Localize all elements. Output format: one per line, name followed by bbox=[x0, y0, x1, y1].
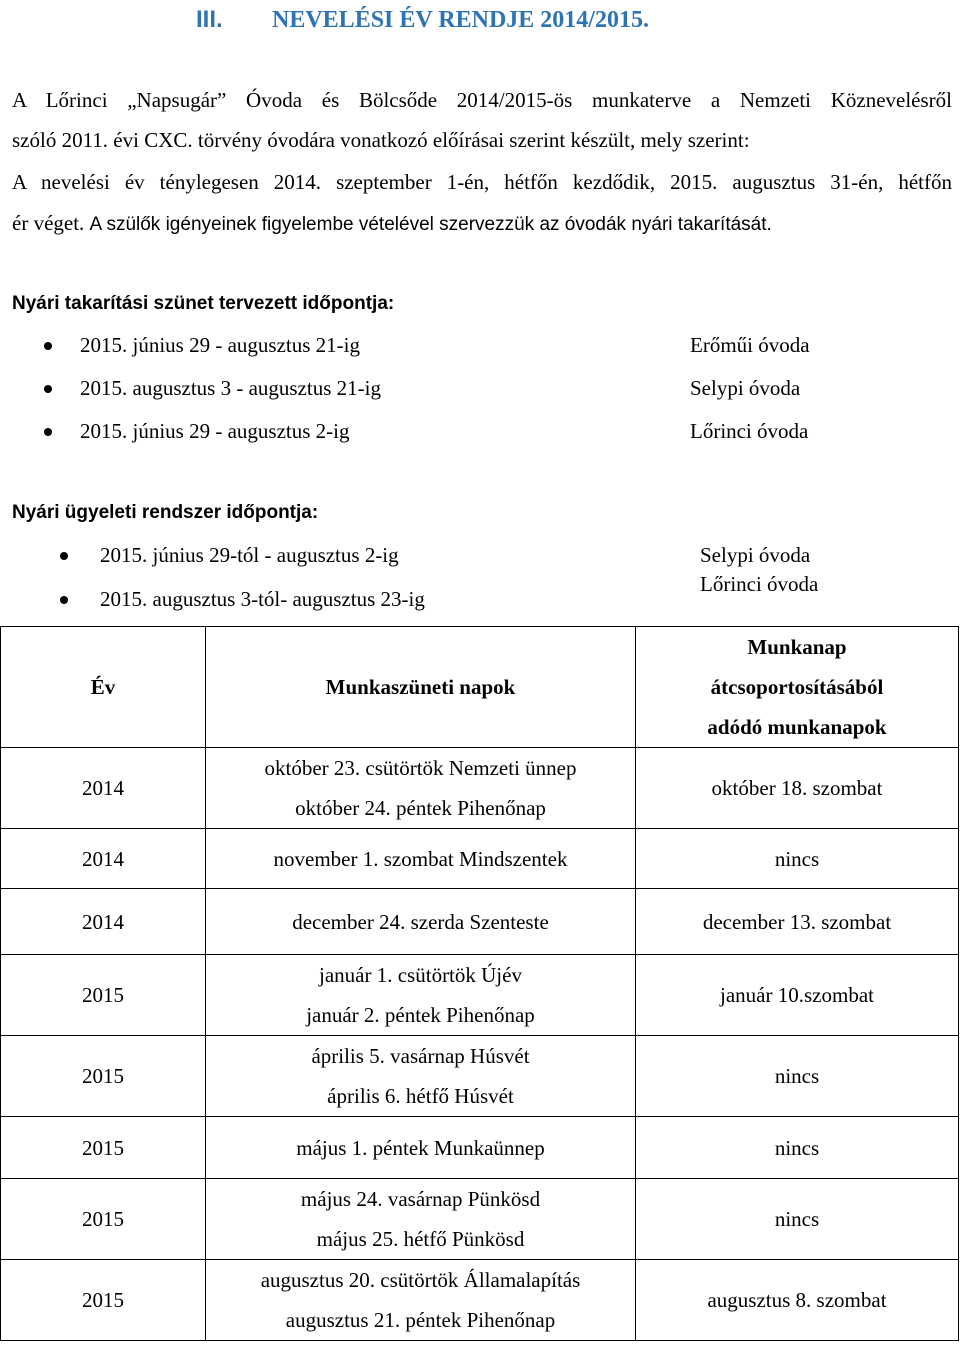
bullet-icon bbox=[44, 342, 52, 350]
header-workdays-line-2: átcsoportosításából bbox=[710, 675, 884, 699]
section-heading bbox=[196, 6, 649, 34]
intro-line-4-end: A szülők igényeinek figyelembe vételével szervezzük az óvodák nyári takarítását. bbox=[89, 214, 772, 235]
cleaning-place-1: Erőműi óvoda bbox=[690, 333, 810, 357]
table-row bbox=[1, 955, 959, 1036]
year-cell: 2015 bbox=[1, 1179, 206, 1260]
table-row bbox=[1, 1117, 959, 1179]
holiday-line: október 24. péntek Pihenőnap bbox=[295, 796, 546, 820]
table-row bbox=[1, 1036, 959, 1117]
workday-cell: nincs bbox=[636, 829, 959, 889]
table-row bbox=[1, 1260, 959, 1341]
holiday-line: december 24. szerda Szenteste bbox=[292, 909, 549, 934]
table-row bbox=[1, 1179, 959, 1260]
cleaning-place-3: Lőrinci óvoda bbox=[690, 419, 809, 443]
duty-period-2: 2015. augusztus 3-tól- augusztus 23-ig bbox=[100, 587, 425, 611]
table-row bbox=[1, 889, 959, 955]
workday-cell: nincs bbox=[636, 1036, 959, 1117]
workday-cell: október 18. szombat bbox=[636, 748, 959, 829]
holiday-cell bbox=[206, 955, 636, 1036]
holiday-line: január 2. péntek Pihenőnap bbox=[306, 1003, 535, 1027]
holidays-table bbox=[0, 626, 959, 1341]
cleaning-title: Nyári takarítási szünet tervezett időpontja: bbox=[12, 293, 395, 314]
year-cell: 2015 bbox=[1, 1036, 206, 1117]
header-workdays-line-3: adódó munkanapok bbox=[707, 715, 887, 739]
year-cell: 2014 bbox=[1, 748, 206, 829]
holiday-line: április 5. vasárnap Húsvét bbox=[311, 1044, 530, 1068]
holiday-line: augusztus 21. péntek Pihenőnap bbox=[285, 1308, 556, 1332]
holiday-line: május 25. hétfő Pünkösd bbox=[316, 1227, 525, 1251]
table-row bbox=[1, 829, 959, 889]
year-cell: 2015 bbox=[1, 1260, 206, 1341]
duty-place-2: Lőrinci óvoda bbox=[700, 572, 819, 596]
duty-place-1: Selypi óvoda bbox=[700, 543, 811, 567]
holiday-cell bbox=[206, 829, 636, 889]
year-cell: 2015 bbox=[1, 1117, 206, 1179]
duty-period-1: 2015. június 29-tól - augusztus 2-ig bbox=[100, 543, 399, 567]
holiday-cell bbox=[206, 1036, 636, 1117]
header-holidays: Munkaszüneti napok bbox=[206, 627, 636, 748]
holiday-line: január 1. csütörtök Újév bbox=[319, 963, 522, 987]
cleaning-place-2: Selypi óvoda bbox=[690, 376, 801, 400]
holiday-cell bbox=[206, 1260, 636, 1341]
holiday-line: május 1. péntek Munkaünnep bbox=[296, 1135, 545, 1160]
header-workdays bbox=[636, 627, 959, 748]
workday-cell: augusztus 8. szombat bbox=[636, 1260, 959, 1341]
header-year: Év bbox=[1, 627, 206, 748]
cleaning-period-3: 2015. június 29 - augusztus 2-ig bbox=[80, 419, 350, 443]
section-number: III. bbox=[196, 6, 223, 33]
holiday-cell bbox=[206, 1117, 636, 1179]
intro-line-1: A Lőrinci „Napsugár” Óvoda és Bölcsőde 2014/2015-ös munkaterve a Nemzeti Köznevelésről bbox=[12, 88, 952, 112]
intro-line-3: A nevelési év ténylegesen 2014. szeptember 1-én, hétfőn kezdődik, 2015. augusztus 31-én, hétfőn bbox=[12, 170, 952, 194]
duty-title: Nyári ügyeleti rendszer időpontja: bbox=[12, 502, 319, 523]
holiday-line: május 24. vasárnap Pünkösd bbox=[300, 1187, 541, 1211]
holiday-cell bbox=[206, 748, 636, 829]
bullet-icon bbox=[60, 552, 68, 560]
holiday-line: augusztus 20. csütörtök Államalapítás bbox=[260, 1268, 581, 1292]
cleaning-period-2: 2015. augusztus 3 - augusztus 21-ig bbox=[80, 376, 381, 400]
holiday-cell bbox=[206, 889, 636, 955]
holiday-line: október 23. csütörtök Nemzeti ünnep bbox=[264, 756, 577, 780]
table-header-row bbox=[1, 627, 959, 748]
bullet-icon bbox=[44, 428, 52, 436]
intro-line-4 bbox=[12, 211, 772, 236]
year-cell: 2015 bbox=[1, 955, 206, 1036]
year-cell: 2014 bbox=[1, 829, 206, 889]
workday-cell: nincs bbox=[636, 1117, 959, 1179]
header-workdays-line-1: Munkanap bbox=[747, 635, 847, 659]
workday-cell: nincs bbox=[636, 1179, 959, 1260]
intro-line-4-start: ér véget. bbox=[12, 211, 85, 235]
section-title: NEVELÉSI ÉV RENDJE 2014/2015. bbox=[272, 7, 649, 33]
cleaning-period-1: 2015. június 29 - augusztus 21-ig bbox=[80, 333, 360, 357]
workday-cell: december 13. szombat bbox=[636, 889, 959, 955]
holiday-line: november 1. szombat Mindszentek bbox=[273, 846, 568, 871]
table-row bbox=[1, 748, 959, 829]
bullet-icon bbox=[44, 385, 52, 393]
year-cell: 2014 bbox=[1, 889, 206, 955]
intro-line-2: szóló 2011. évi CXC. törvény óvodára vonatkozó előírásai szerint készült, mely szerint: bbox=[12, 128, 750, 152]
bullet-icon bbox=[60, 596, 68, 604]
holiday-line: április 6. hétfő Húsvét bbox=[327, 1084, 514, 1108]
holiday-cell bbox=[206, 1179, 636, 1260]
workday-cell: január 10.szombat bbox=[636, 955, 959, 1036]
